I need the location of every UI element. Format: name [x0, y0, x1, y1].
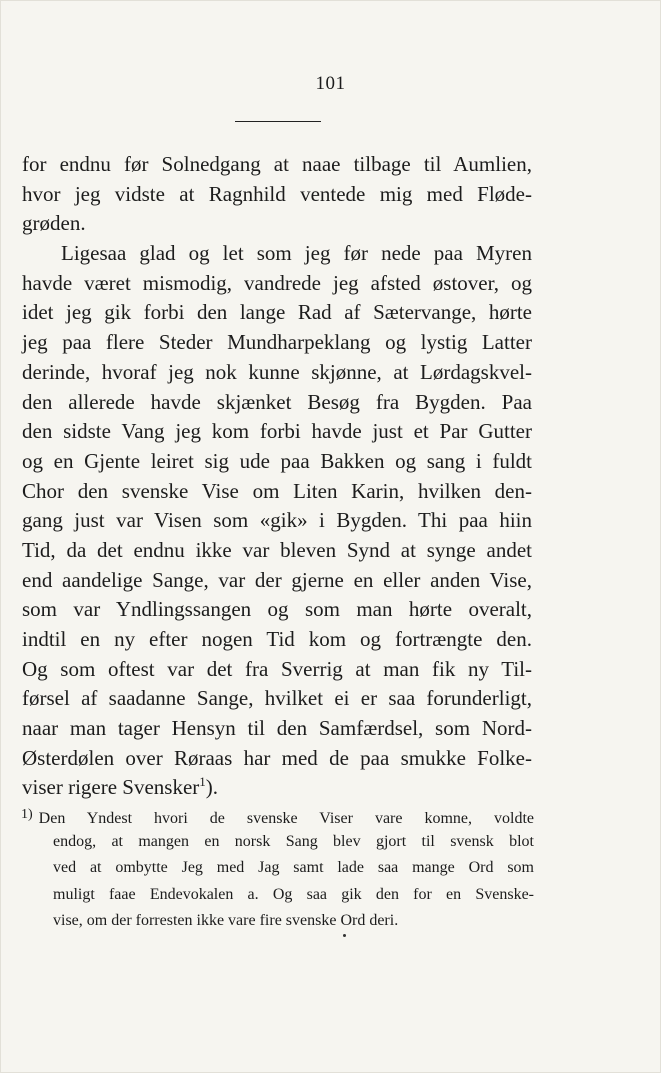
text-line: førsel af saadanne Sange, hvilket ei er saa forunderligt, [22, 686, 532, 711]
paragraph-start-line: Ligesaa glad og let som jeg før nede paa Myren [61, 241, 532, 266]
text-line: jeg paa flere Steder Mundharpeklang og lystig Latter [22, 330, 532, 355]
text-line: idet jeg gik forbi den lange Rad af Sætervange, hørte [22, 300, 532, 325]
text-line: Østerdølen over Røraas har med de paa smukke Folke- [22, 745, 532, 770]
footnote-line [21, 802, 534, 829]
text-line: for endnu før Solnedgang at naae tilbage til Aumlien, [22, 152, 532, 176]
footnote-line: ved at ombytte Jeg med Jag samt lade saa mange Ord som [53, 859, 534, 876]
text-line: som var Yndlingssangen og som man hørte overalt, [22, 597, 532, 622]
text-line: end aandelige Sange, var der gjerne en eller anden Vise, [22, 567, 532, 592]
footnote-marker: 1) [21, 807, 33, 822]
text-line: Tid, da det endnu ikke var bleven Synd at synge andet [22, 537, 532, 562]
text-line: hvor jeg vidste at Ragnhild ventede mig med Fløde- [22, 181, 532, 206]
page-number: 101 [315, 73, 346, 94]
text-line: grøden. [22, 211, 86, 236]
text-line: og en Gjente leiret sig ude paa Bakken og sang i fuldt [22, 448, 532, 473]
text-line: indtil en ny efter nogen Tid kom og fortrængte den. [22, 627, 532, 651]
print-speck [343, 934, 346, 937]
footnote [21, 802, 534, 935]
text-line: den sidste Vang jeg kom forbi havde just et Par Gutter [22, 419, 532, 444]
text-line: den allerede havde skjænket Besøg fra Bygden. Paa [22, 389, 532, 414]
text-line-final [22, 773, 532, 803]
text-line: naar man tager Hensyn til den Samfærdsel, som Nord- [22, 716, 532, 741]
text-line: gang just var Visen som «gik» i Bygden. Thi paa hiin [22, 508, 532, 533]
footnote-line: vise, om der forresten ikke vare fire svenske Ord deri. [53, 912, 399, 929]
text-line: Og som oftest var det fra Sverrig at man fik ny Til- [22, 656, 532, 681]
header-rule [235, 121, 321, 122]
final-line-punctuation: ). [205, 775, 219, 800]
text-line: derinde, hvoraf jeg nok kunne skjønne, at Lørdagskvel- [22, 359, 532, 384]
final-line-text: viser rigere Svensker [22, 775, 200, 800]
footnote-line: muligt faae Endevokalen a. Og saa gik den for en Svenske- [53, 885, 534, 903]
footnote-reference: 1 [199, 774, 206, 790]
footnote-line: endog, at mangen en norsk Sang blev gjort til svensk blot [53, 832, 534, 850]
text-line: havde været mismodig, vandrede jeg afsted østover, og [22, 270, 532, 295]
body-text [22, 150, 532, 803]
text-line: Chor den svenske Vise om Liten Karin, hvilken den- [22, 478, 532, 503]
footnote-text: Den Yndest hvori de svenske Viser vare komne, voldte [38, 810, 534, 827]
